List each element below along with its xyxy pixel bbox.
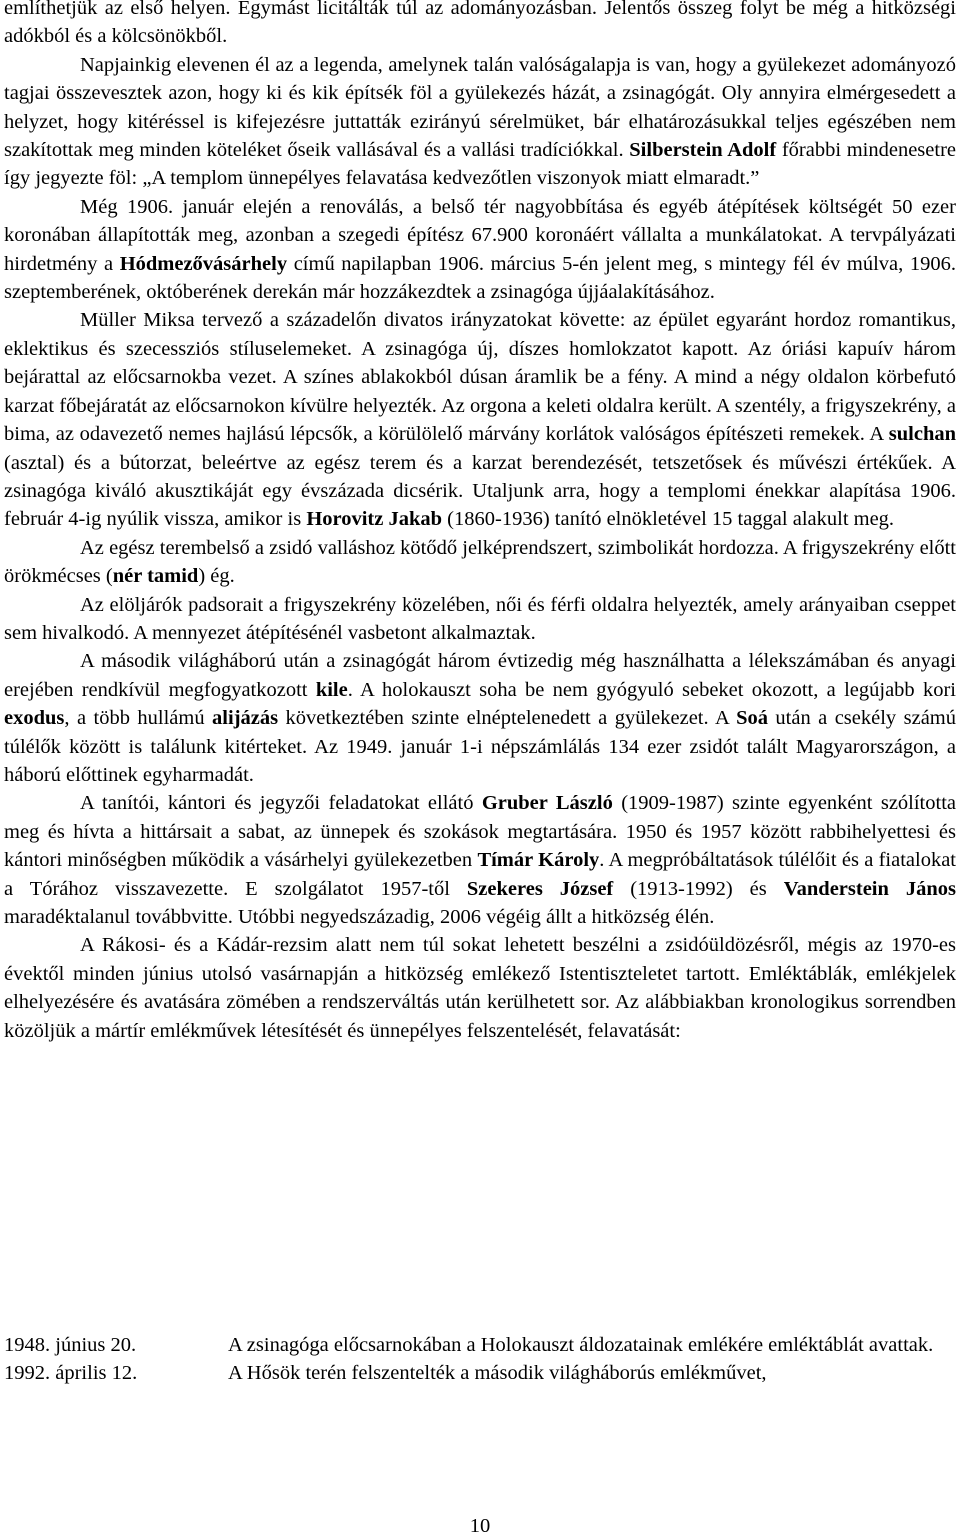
paragraph: [4, 931, 956, 1045]
paragraph: [4, 534, 956, 591]
text-run: . A megpróbáltatások túlélőit és a fiatalokat a Tórához visszavezette. E szolgálatot 1957-től: [4, 849, 956, 900]
paragraph: [4, 591, 956, 648]
text-run: A Rákosi- és a Kádár-rezsim alatt nem túl sokat lehetett beszélni a zsidóüldözésről, mégis az 1970-es évektől minden június utolsó vasárnapján a hitközség emlékező Istentiszteletet tartott. Emléktáblák, emlékjelek elhelyezésére és avatására zömében a rendszerváltás után kerülhetett sor. Az alábbiakban kronologikus sorrendben közöljük a mártír emlékművek létesítését és ünnepélyes felszentelését, felavatását:: [4, 934, 956, 1042]
bold-term: exodus: [4, 707, 65, 730]
paragraph: [4, 193, 956, 307]
text-run: című napilapban 1906. március 5-én jelent meg, s mintegy fél év múlva, 1906. szeptemberének, októberének derekán már hozzákezdtek a zsinagóga újjáalakításához.: [4, 252, 956, 304]
bold-term: Soá: [736, 707, 768, 730]
text-run: . A holokauszt soha be nem gyógyuló sebeket okozott, a legújabb kori: [347, 678, 957, 701]
paragraph: [4, 306, 956, 533]
text-run: Az egész terembelső a zsidó valláshoz kötődő jelképrendszert, szimbolikát hordozza. A frigyszekrény előtt örökmécses (: [4, 536, 956, 588]
bold-term: Silberstein Adolf: [629, 139, 777, 162]
bold-term: nér tamid: [112, 565, 199, 588]
text-run: következtében szinte elnéptelenedett a gyülekezet. A: [278, 707, 737, 730]
chronology-date: 1992. április 12.: [4, 1362, 138, 1385]
text-run: (1909-1987) szinte egyenként szólította meg és hívta a hittársait a sabat, az ünnepek és szokások megtartására. 1950 és 1957 között rabbihelyettesi és kántori minőségben működik a vásárhelyi gyülekezetben: [4, 792, 956, 872]
text-run: maradéktalanul továbbvitte. Utóbbi negyedszázadig, 2006 végéig állt a hitközség élén.: [4, 906, 715, 928]
bold-term: Vanderstein János: [783, 877, 957, 900]
chronology-date: 1948. június 20.: [4, 1334, 137, 1356]
bold-term: Gruber László: [481, 792, 613, 815]
chronology-list: [4, 1331, 956, 1388]
bold-term: Horovitz Jakab: [306, 508, 443, 531]
text-run: Az elöljárók padsorait a frigyszekrény közelében, női és férfi oldalra helyezték, amely arányaiban cseppet sem hivalkodó. A mennyezet átépítésénél vasbetont alkalmaztak.: [4, 593, 956, 644]
bold-term: alijázás: [212, 707, 279, 730]
text-run: (1913-1992) és: [613, 877, 784, 900]
paragraph: [4, 789, 956, 931]
text-run: Napjainkig elevenen él az a legenda, amelynek talán valóságalapja is van, hogy a gyülekezet adományozó tagjai összevesztek azon, hogy ki és kik építsék föl a gyülekezés házát, a zsinagógát. Oly annyira elmérgesedett a helyzet, hogy kitéréssel is kifejezésre juttatták ezirányú sérelmüket, bár elhatározásukkal teljes egészében nem szakítottak meg minden köteléket őseik vallásával és a vallási tradíciókkal.: [4, 53, 956, 162]
paragraph: [4, 647, 956, 789]
text-run: főrabbi mindenesetre így jegyezte föl: „A templom ünnepélyes felavatása kedvezőtlen viszonyok miatt elmaradt.”: [4, 139, 956, 190]
text-run: (asztal) és a bútorzat, beleértve az egész terem és a karzat berendezését, tetszetősek és művészi értékűek. A zsinagóga kiváló akusztikáját egy évszázada dicsérik. Utaljunk arra, hogy a templomi énekkar alapítása 1906. február 4-ig nyúlik vissza, amikor is: [4, 451, 956, 531]
bold-term: kile: [315, 678, 348, 701]
text-run: A második világháború után a zsinagógát három évtizedig még használhatta a lélekszámában és anyagi erejében rendkívül megfogyatkozott: [4, 650, 956, 701]
text-run: Még 1906. január elején a renoválás, a belső tér nagyobbítása és egyéb átépítések költségét 50 ezer koronában állapították meg, azonban a szegedi építész 67.900 koronáért vállalta a munkálatokat. A tervpályázati hirdetmény a: [4, 195, 956, 275]
text-run: A tanítói, kántori és jegyzői feladatokat ellátó: [80, 792, 482, 815]
bold-term: Tímár Károly: [477, 849, 600, 872]
chronology-text: A Hősök terén felszentelték a második világháborús emlékművet,: [228, 1362, 767, 1385]
text-run: Müller Miksa tervező a századelőn divatos irányzatokat követte: az épület egyaránt hordoz romantikus, eklektikus és szecessziós stíluselemeket. A zsinagóga új, díszes homlokzatot kapott. Az óriási kapuív három bejárattal az előcsarnokba vezet. A színes ablakokból dúsan áramlik be a fény. A mind a négy oldalon körbefutó karzat főbejáratát az előcsarnokon kívülre helyezték. Az orgona a keleti oldalra került. A szentély, a frigyszekrény, a bima, az odavezető nemes hajlású lépcsők, a körülölelő márvány korlátok valóságos építészeti remekek. A: [4, 309, 956, 446]
page-number: 10: [469, 1515, 491, 1537]
paragraph: [4, 51, 956, 193]
bold-term: sulchan: [888, 423, 956, 446]
text-run: után a csekély számú túlélők között is találunk kitérteket. Az 1949. január 1-i népszámlálás 134 ezer zsidót talált Magyarországon, a háború előttinek egyharmadát.: [4, 707, 956, 786]
text-run: (1860-1936) tanító elnökletével 15 taggal alakult meg.: [442, 508, 895, 531]
text-run: , a több hullámú: [64, 707, 213, 730]
text-run: ) ég.: [198, 565, 235, 588]
chronology-row: [4, 1359, 956, 1387]
text-run: említhetjük az első helyen. Egymást licitálták túl az adományozásban. Jelentős összeg folyt be még a hitközségi adókból és a kölcsönökből.: [4, 0, 956, 48]
chronology-row: [4, 1331, 956, 1359]
bold-term: Szekeres József: [466, 877, 614, 900]
document-body: [4, 0, 956, 1045]
bold-term: Hódmezővásárhely: [119, 252, 288, 275]
paragraph: [4, 0, 956, 51]
chronology-text: A zsinagóga előcsarnokában a Holokauszt áldozatainak emlékére emléktáblát avattak.: [228, 1334, 934, 1356]
